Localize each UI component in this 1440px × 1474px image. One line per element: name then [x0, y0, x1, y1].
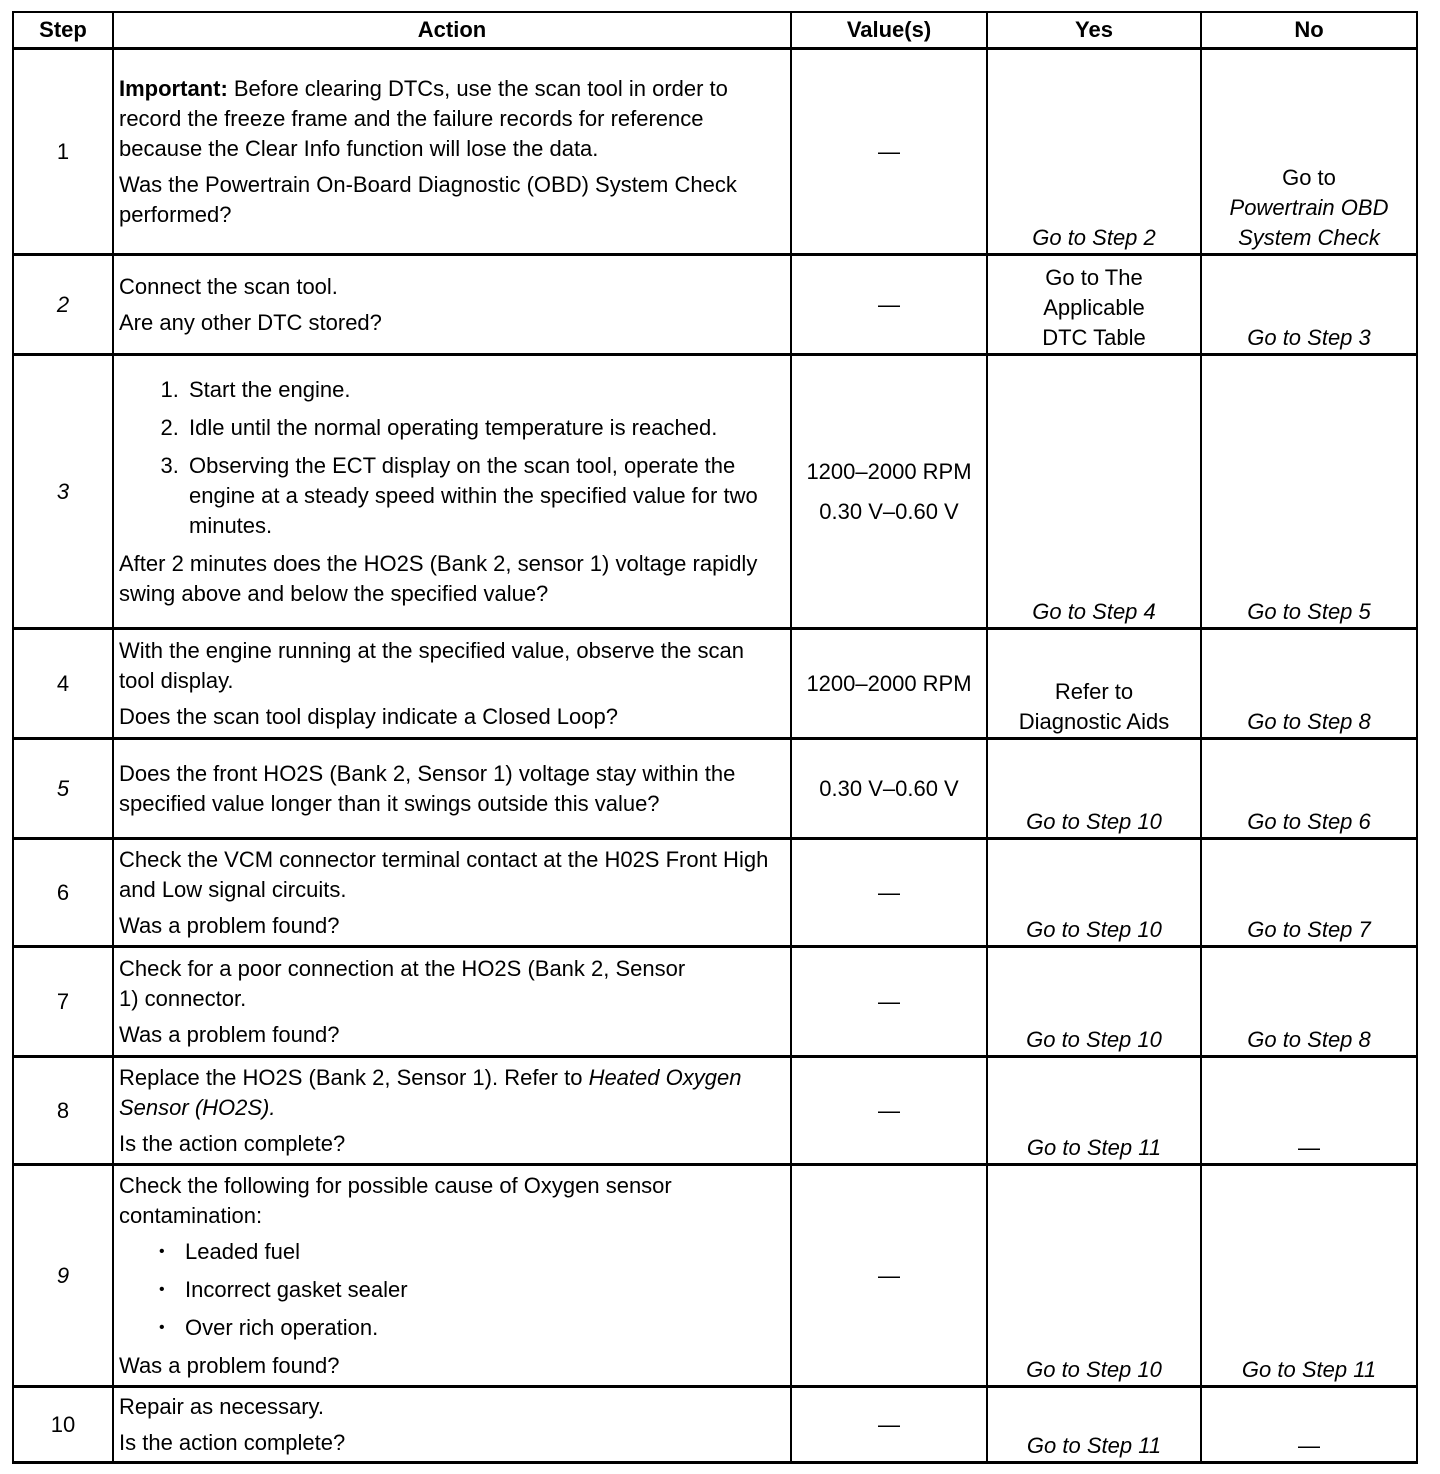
- action-cell: [113, 1165, 791, 1387]
- procedure-list: [119, 375, 785, 541]
- procedure-item: 2. Idle until the normal operating temperature is reached.: [185, 413, 785, 443]
- cause-item: • Leaded fuel: [185, 1237, 785, 1267]
- action-cell: [113, 355, 791, 629]
- header-yes: Yes: [987, 12, 1201, 49]
- no-cell: Go to Step 5: [1201, 355, 1417, 629]
- voltage-range: 0.30 V–0.60 V: [819, 498, 959, 524]
- rpm-range: 1200–2000 RPM: [806, 458, 972, 484]
- action-cell: [113, 629, 791, 739]
- yes-cell: Go to Step 11: [987, 1057, 1201, 1165]
- table-row: [13, 1165, 1417, 1387]
- value-cell: 0.30 V–0.60 V: [791, 739, 987, 839]
- action-question: Does the front HO2S (Bank 2, Sensor 1) voltage stay within the specified value longer than it swings outside this value?: [119, 760, 736, 816]
- action-question: Was a problem found?: [119, 912, 340, 938]
- table-row: [13, 839, 1417, 947]
- step-number: 9: [13, 1165, 113, 1387]
- action-question: Was a problem found?: [119, 1352, 340, 1378]
- step-number: 7: [13, 947, 113, 1057]
- no-cell: Go to Step 6: [1201, 739, 1417, 839]
- value-cell: [791, 355, 987, 629]
- no-cell: [1201, 49, 1417, 255]
- yes-cell: Go to The Applicable DTC Table: [987, 255, 1201, 355]
- value-cell: —: [791, 1165, 987, 1387]
- value-cell: —: [791, 1057, 987, 1165]
- yes-cell: Go to Step 4: [987, 355, 1201, 629]
- value-cell: —: [791, 1387, 987, 1463]
- action-instruction: Check for a poor connection at the HO2S (Bank 2, Sensor 1) connector.: [119, 955, 686, 1011]
- procedure-item: 3. Observing the ECT display on the scan tool, operate the engine at a steady speed within the specified value for two minutes.: [185, 451, 785, 541]
- step-number: 6: [13, 839, 113, 947]
- reference-link[interactable]: Heated Oxygen Sensor (HO2S).: [119, 1064, 742, 1120]
- table-row: [13, 1387, 1417, 1463]
- step-number: 8: [13, 1057, 113, 1165]
- no-cell: —: [1201, 1057, 1417, 1165]
- action-question: Does the scan tool display indicate a Closed Loop?: [119, 703, 618, 729]
- action-instruction: Check the VCM connector terminal contact at the H02S Front High and Low signal circuits.: [119, 846, 769, 902]
- action-cell: [113, 947, 791, 1057]
- yes-cell: Go to Step 10: [987, 739, 1201, 839]
- value-cell: —: [791, 255, 987, 355]
- action-cell: [113, 839, 791, 947]
- action-question: After 2 minutes does the HO2S (Bank 2, sensor 1) voltage rapidly swing above and below the specified value?: [119, 550, 758, 606]
- step-number: 4: [13, 629, 113, 739]
- yes-cell: Go to Step 2: [987, 49, 1201, 255]
- action-cell: [113, 739, 791, 839]
- yes-cell: Go to Step 10: [987, 839, 1201, 947]
- action-question: Was the Powertrain On-Board Diagnostic (OBD) System Check performed?: [119, 171, 737, 227]
- action-instruction: With the engine running at the specified value, observe the scan tool display.: [119, 637, 744, 693]
- yes-cell: Go to Step 10: [987, 947, 1201, 1057]
- value-cell: —: [791, 49, 987, 255]
- no-cell: Go to Step 8: [1201, 947, 1417, 1057]
- table-row: [13, 355, 1417, 629]
- header-no: No: [1201, 12, 1417, 49]
- action-question: Are any other DTC stored?: [119, 309, 382, 335]
- action-question: Is the action complete?: [119, 1429, 346, 1455]
- no-cell: Go to Step 3: [1201, 255, 1417, 355]
- table-row: [13, 629, 1417, 739]
- action-instruction: Connect the scan tool.: [119, 273, 338, 299]
- action-cell: [113, 1057, 791, 1165]
- action-question: Is the action complete?: [119, 1130, 346, 1156]
- yes-cell: Go to Step 10: [987, 1165, 1201, 1387]
- value-cell: —: [791, 839, 987, 947]
- value-cell: 1200–2000 RPM: [791, 629, 987, 739]
- action-question: Was a problem found?: [119, 1021, 340, 1047]
- table-row: [13, 947, 1417, 1057]
- procedure-item: 1. Start the engine.: [185, 375, 785, 405]
- step-number: 2: [13, 255, 113, 355]
- cause-item: • Over rich operation.: [185, 1313, 785, 1343]
- no-reference: Powertrain OBD System Check: [1229, 195, 1389, 250]
- step-number: 10: [13, 1387, 113, 1463]
- important-text: Before clearing DTCs, use the scan tool in order to record the freeze frame and the failure records for reference because the Clear Info function will lose the data.: [119, 75, 728, 161]
- value-cell: —: [791, 947, 987, 1057]
- header-step: Step: [13, 12, 113, 49]
- no-prefix: Go to: [1282, 165, 1336, 190]
- important-note: [119, 74, 785, 164]
- no-cell: —: [1201, 1387, 1417, 1463]
- instruction-text: Replace the HO2S (Bank 2, Sensor 1). Refer to: [119, 1064, 589, 1090]
- step-number: 1: [13, 49, 113, 255]
- table-row: [13, 255, 1417, 355]
- yes-cell: Go to Step 11: [987, 1387, 1201, 1463]
- no-cell: Go to Step 8: [1201, 629, 1417, 739]
- important-label: Important:: [119, 75, 228, 101]
- action-instruction: Repair as necessary.: [119, 1393, 325, 1419]
- table-row: [13, 739, 1417, 839]
- diagnostic-table: [12, 11, 1418, 1464]
- header-row: [13, 12, 1417, 49]
- action-cell: [113, 49, 791, 255]
- table-row: [13, 1057, 1417, 1165]
- action-instruction: [119, 1063, 785, 1123]
- table-row: [13, 49, 1417, 255]
- cause-item: • Incorrect gasket sealer: [185, 1275, 785, 1305]
- yes-cell: Refer to Diagnostic Aids: [987, 629, 1201, 739]
- action-cell: [113, 1387, 791, 1463]
- action-instruction: Check the following for possible cause of Oxygen sensor contamination:: [119, 1172, 672, 1228]
- header-values: Value(s): [791, 12, 987, 49]
- no-cell: Go to Step 7: [1201, 839, 1417, 947]
- step-number: 3: [13, 355, 113, 629]
- header-action: Action: [113, 12, 791, 49]
- action-cell: [113, 255, 791, 355]
- step-number: 5: [13, 739, 113, 839]
- cause-list: [119, 1237, 785, 1343]
- no-cell: Go to Step 11: [1201, 1165, 1417, 1387]
